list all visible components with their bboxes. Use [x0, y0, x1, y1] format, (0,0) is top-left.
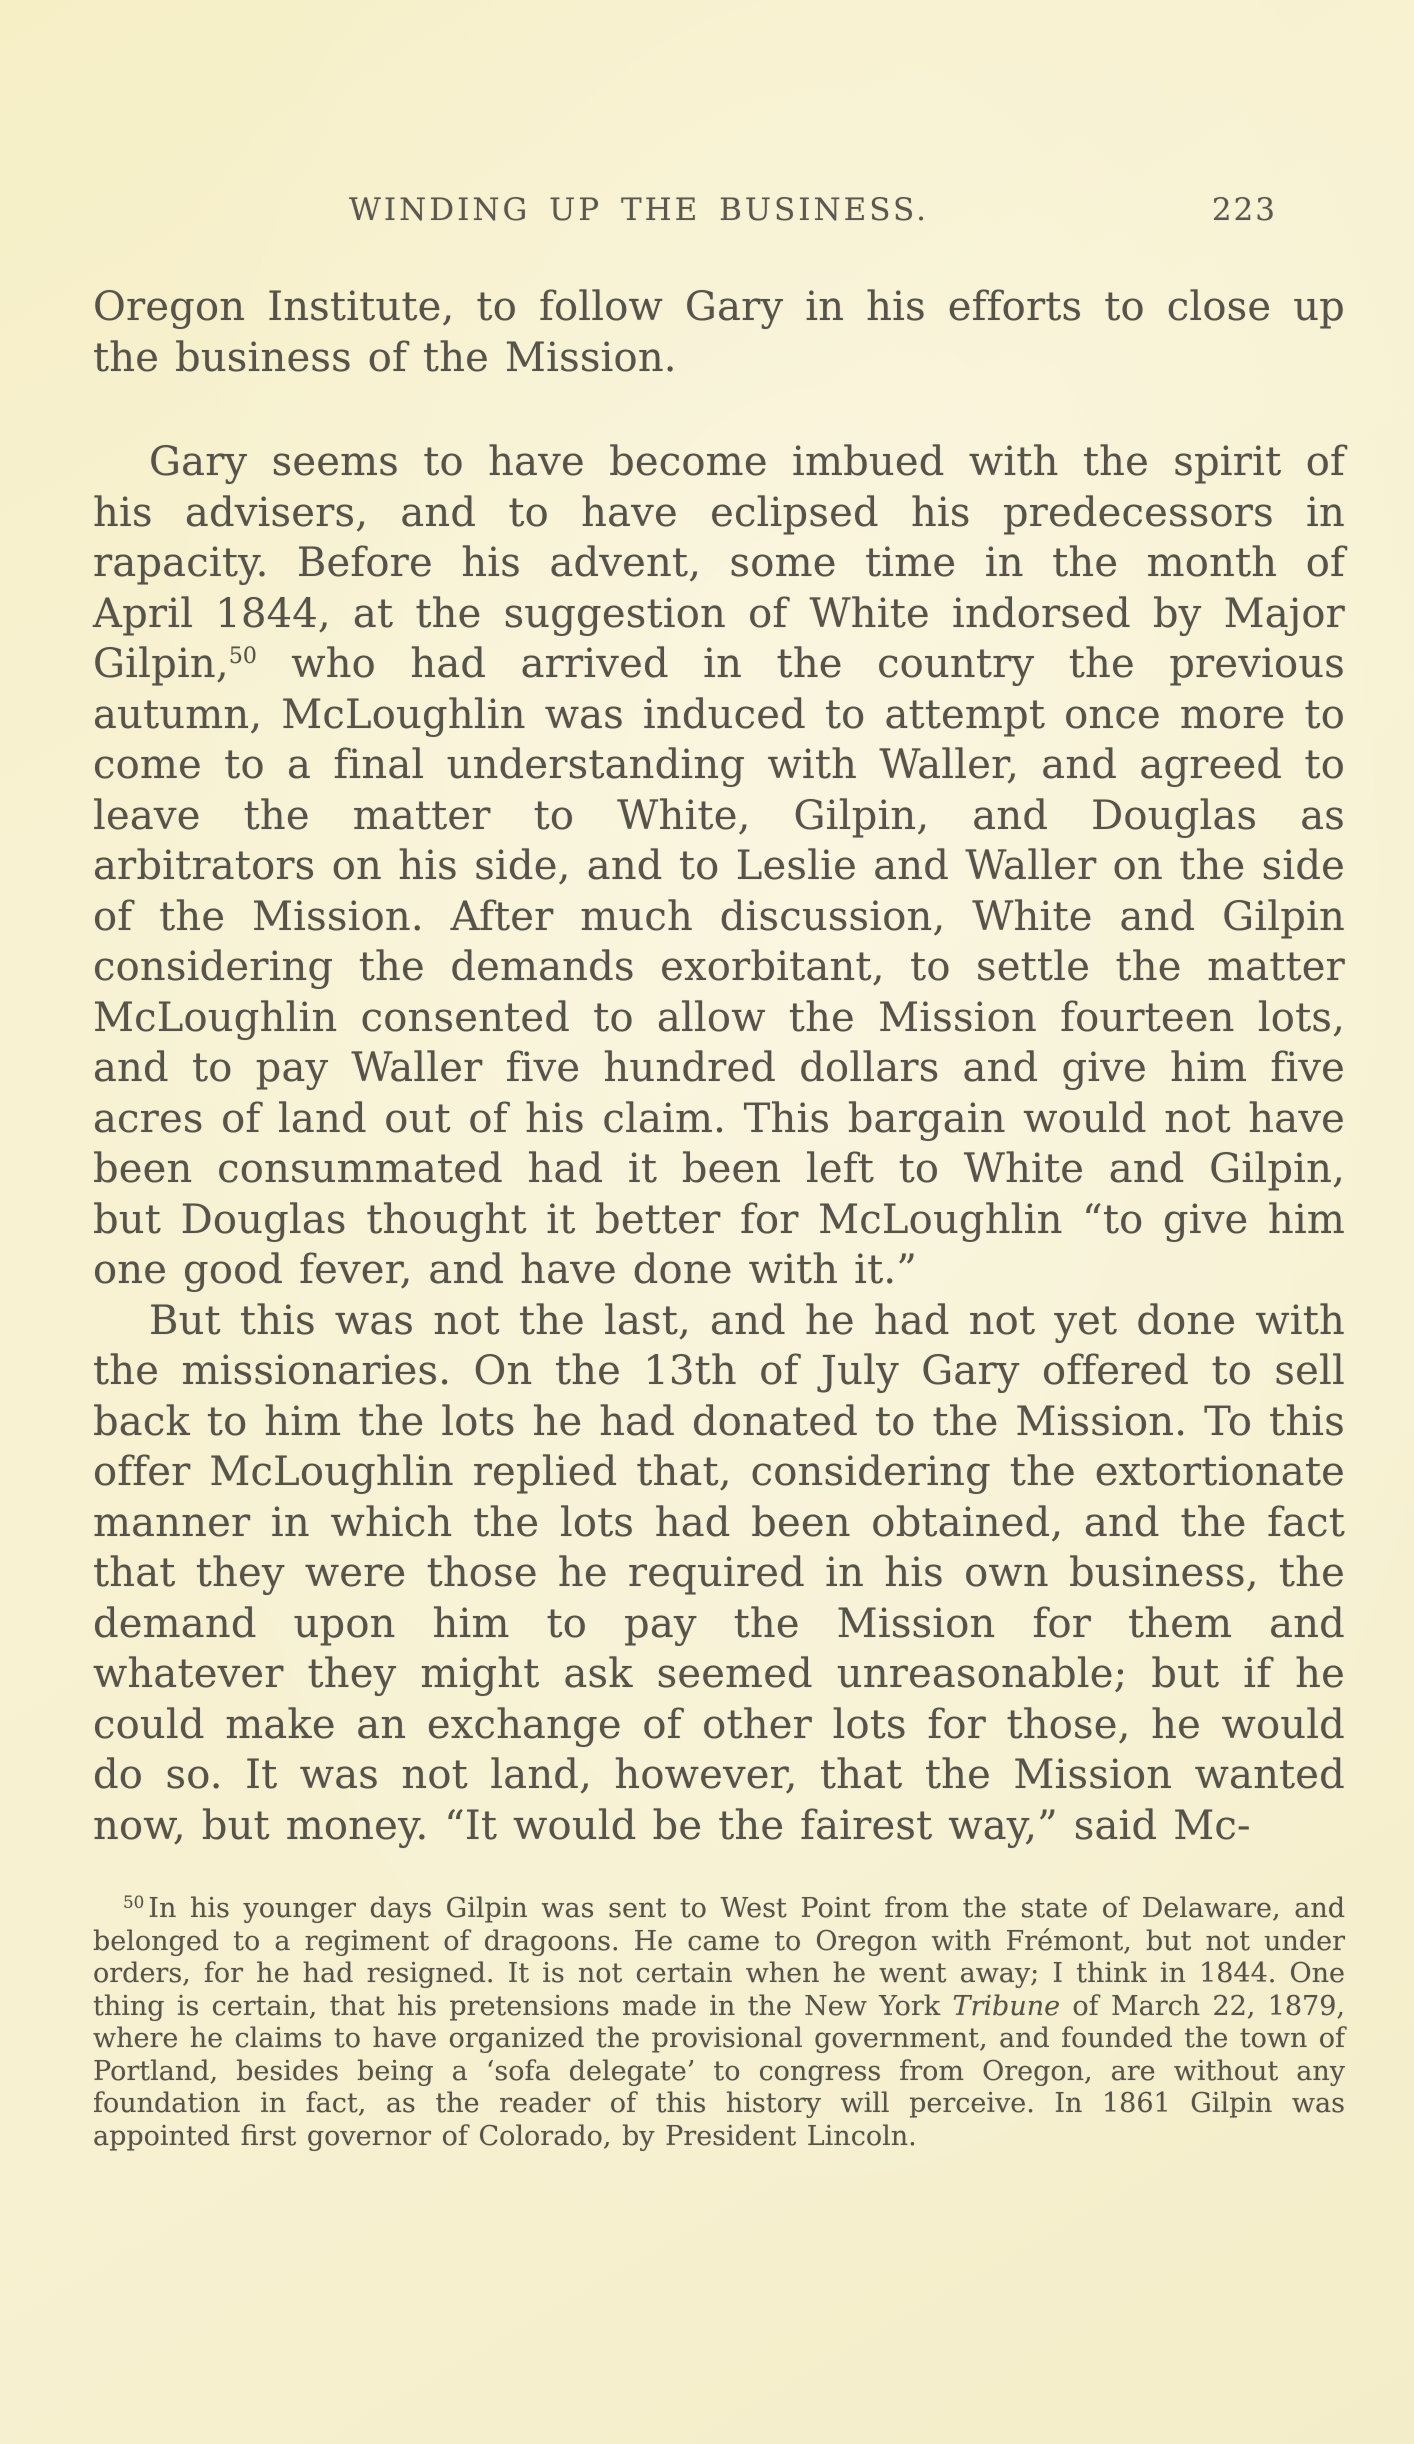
footnote: [93, 1893, 1345, 2153]
footnote-text: In his younger days Gilpin was sent to West Point from the state of Delaware, and belonged to a regiment of dragoons. He came to Oregon with Frémont, but not under orders, for he had resigned. It is not certain when he went away; I think in 1844. One thing is certain, that his pretensions made in the New York: [93, 1893, 1345, 2022]
page-number: 223: [1211, 192, 1277, 228]
page-header: [93, 192, 1345, 236]
paragraph-text: Gary seems to have become imbued with the spirit of his advisers, and to have eclipsed his predecessors in rapacity. Before his advent, some time in the month of April 1844, at the suggestion of White indorsed by Major Gilpin,: [93, 439, 1345, 687]
paragraph: But this was not the last, and he had not yet done with the missionaries. On the 13th of July Gary offered to sell back to him the lots he had donated to the Mission. To this offer McLoughlin replied that, considering the extortionate manner in which the lots had been obtained, and the fact that they were those he required in his own business, the demand upon him to pay the Mission for them and whatever they might ask seemed unreasonable; but if he could make an exchange of other lots for those, he would do so. It was not land, however, that the Mission wanted now, but money. “It would be the fairest way,” said Mc-: [93, 1297, 1345, 1849]
paragraph: [93, 437, 1345, 1296]
footnote-reference: 50: [228, 644, 257, 669]
footnote-text: of March 22, 1879, where he claims to have organized the provisional government, and founded the town of Portland, besides being a ‘sofa delegate’ to congress from Oregon, are without any foundation in fact, as the reader of this history will perceive. In 1861 Gilpin was appointed first governor of Colorado, by President Lincoln.: [93, 1990, 1345, 2152]
paragraph-continuation: Oregon Institute, to follow Gary in his efforts to close up the business of the Mission.: [93, 284, 1345, 381]
body-text: [93, 282, 1345, 1851]
footnote-marker: 50: [123, 1892, 145, 1912]
paragraph-text: who had arrived in the country the previous autumn, McLoughlin was induced to attempt once more to come to a final understanding with Waller, and agreed to leave the matter to White, Gilpin, and Douglas as arbitrators on his side, and to Leslie and Waller on the side of the Mission. After much discussion, White and Gilpin considering the demands exorbitant, to settle the matter McLoughlin consented to allow the Mission fourteen lots, and to pay Waller five hundred dollars and give him five acres of land out of his claim. This bargain would not have been consummated had it been left to White and Gilpin, but Douglas thought it better for McLoughlin “to give him one good fever, and have done with it.”: [93, 641, 1345, 1293]
journal-title: Tribune: [952, 1990, 1061, 2022]
running-title: WINDING UP THE BUSINESS.: [349, 192, 929, 228]
